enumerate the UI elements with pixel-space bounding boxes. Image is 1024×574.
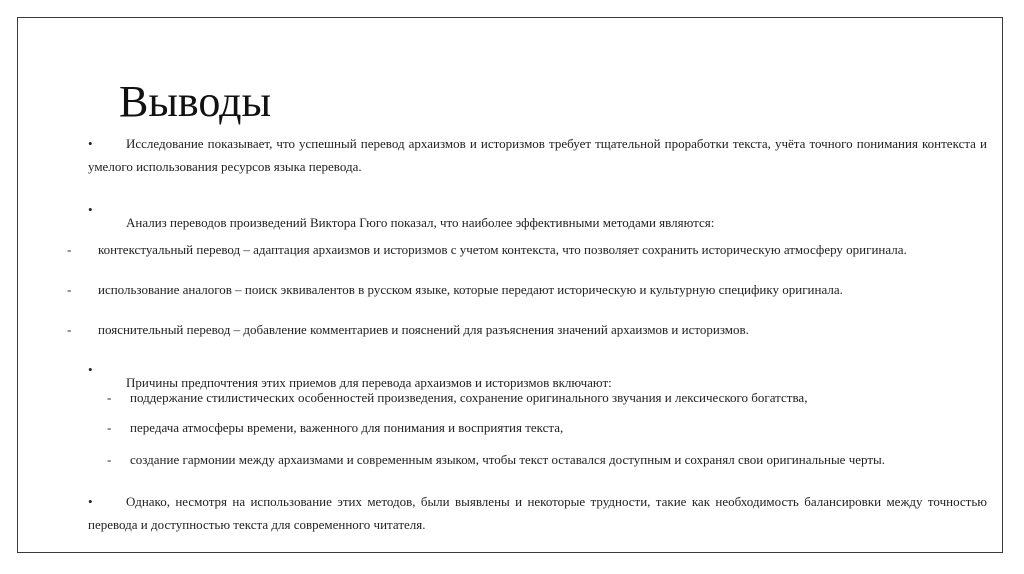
list-item-reason-1: поддержание стилистических особенностей произведения, сохранение оригинального звучания и лексического богатства,	[130, 390, 808, 405]
dash-icon: -	[107, 452, 112, 467]
list-item-method-3: пояснительный перевод – добавление комментариев и пояснений для разъяснения значений архаизмов и историзмов.	[98, 322, 749, 337]
dash-icon: -	[67, 242, 72, 257]
list-item-reason-2: передача атмосферы времени, важенного для понимания и восприятия текста,	[130, 420, 564, 435]
list-item-method-1: контекстуальный перевод – адаптация архаизмов и историзмов с учетом контекста, что позволяет сохранить историческую атмосферу оригинала.	[98, 242, 907, 257]
paragraph-reasons-intro: Причины предпочтения этих приемов для перевода архаизмов и историзмов включают:	[126, 375, 612, 390]
bullet-icon: •	[88, 494, 93, 509]
slide-title: Выводы	[119, 77, 272, 126]
dash-icon: -	[67, 282, 72, 297]
paragraph-conclusion-1: Исследование показывает, что успешный перевод архаизмов и историзмов требует тщательной проработки текста, учёта точного понимания контекста и умелого использования ресурсов языка перевода.	[88, 136, 987, 174]
bullet-icon: •	[88, 362, 93, 377]
slide	[17, 17, 1003, 553]
bullet-icon: •	[88, 136, 93, 151]
dash-icon: -	[107, 390, 112, 405]
list-item-reason-3: создание гармонии между архаизмами и современным языком, чтобы текст оставался доступным и сохранял свои оригинальные черты.	[130, 452, 886, 467]
list-item-method-2: использование аналогов – поиск эквивалентов в русском языке, которые передают историческую и культурную специфику оригинала.	[98, 282, 843, 297]
paragraph-conclusion-4: Однако, несмотря на использование этих методов, были выявлены и некоторые трудности, такие как необходимость балансировки между точностью перевода и доступностью текста для современного читателя.	[88, 494, 987, 532]
dash-icon: -	[67, 322, 72, 337]
dash-icon: -	[107, 420, 112, 435]
paragraph-methods-intro: Анализ переводов произведений Виктора Гюго показал, что наиболее эффективными методами являются:	[126, 215, 715, 230]
bullet-icon: •	[88, 202, 93, 217]
